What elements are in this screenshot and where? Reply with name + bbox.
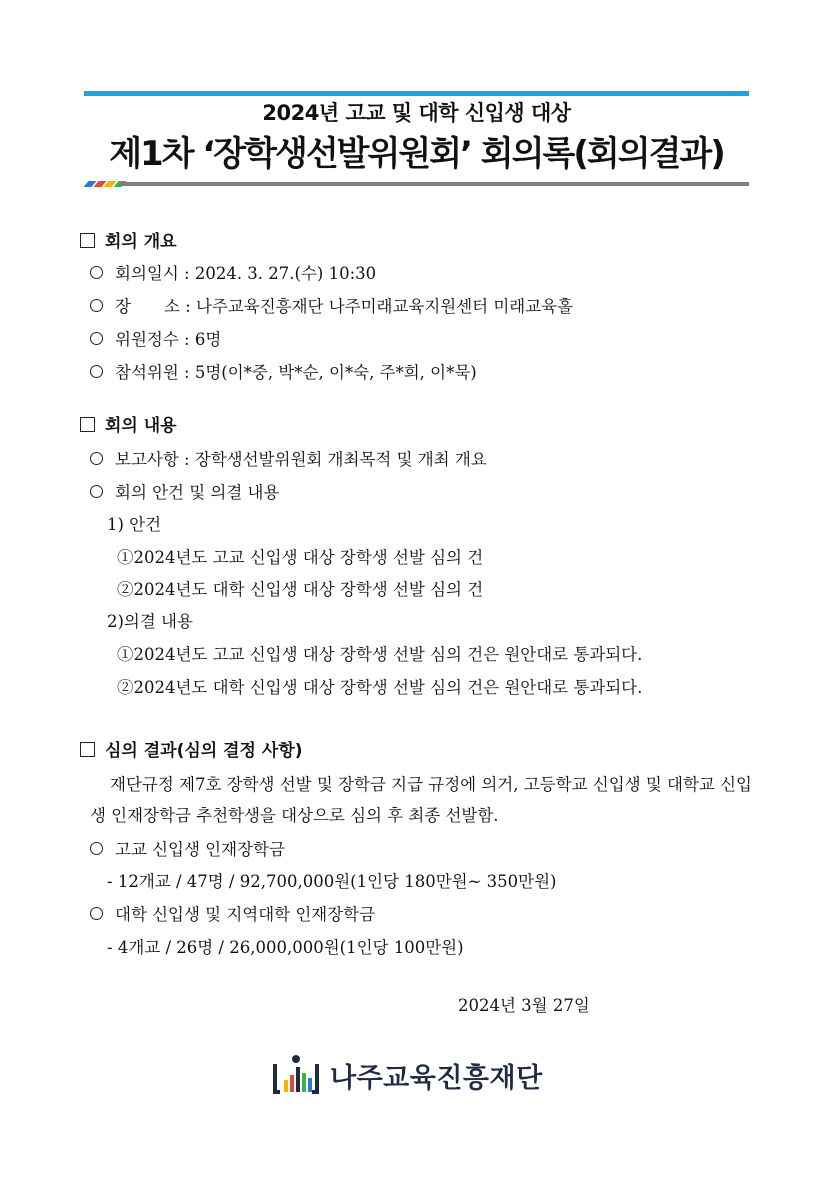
- foundation-logo: [270, 1052, 570, 1098]
- circle-bullet-icon: [90, 907, 103, 920]
- circle-bullet-icon: [90, 365, 103, 378]
- agenda-title: 회의 안건 및 의결 내용: [90, 481, 279, 505]
- resolution-item: ①2024년도 고교 신입생 대상 장학생 선발 심의 건은 원안대로 통과되다.: [117, 645, 643, 664]
- foundation-logo-text: 나주교육진흥재단: [330, 1063, 543, 1094]
- resolution-item: ②2024년도 대학 신입생 대상 장학생 선발 심의 건은 원안대로 통과되다.: [117, 678, 643, 697]
- section-result-heading: 심의 결과(심의 결정 사항): [80, 739, 303, 763]
- agenda-item: ②2024년도 대학 신입생 대상 장학생 선발 심의 건: [117, 580, 484, 599]
- foundation-logo-icon: [272, 1054, 320, 1096]
- checkbox-square-icon: [80, 417, 95, 432]
- circle-bullet-icon: [90, 332, 103, 345]
- circle-bullet-icon: [90, 452, 103, 465]
- checkbox-square-icon: [80, 742, 95, 757]
- report-item: 보고사항 : 장학생선발위원회 개최목적 및 개최 개요: [90, 448, 487, 472]
- overview-item-place: 장 소 : 나주교육진흥재단 나주미래교육지원센터 미래교육홀: [90, 295, 573, 319]
- univ-scholarship-title: 대학 신입생 및 지역대학 인재장학금: [90, 903, 375, 927]
- result-paragraph: 재단규정 제7호 장학생 선발 및 장학금 지급 규정에 의거, 고등학교 신입생 및 대학교 신입생 인재장학금 추천학생을 대상으로 심의 후 최종 선발함.: [90, 775, 752, 825]
- circle-bullet-icon: [90, 842, 103, 855]
- overview-item-quota: 위원정수 : 6명: [90, 328, 221, 352]
- checkbox-square-icon: [80, 233, 95, 248]
- header-bottom-stripe: [84, 181, 749, 187]
- resolution-label: 2)의결 내용: [107, 612, 193, 631]
- hs-scholarship-detail: - 12개교 / 47명 / 92,700,000원(1인당 180만원~ 350만원): [107, 872, 557, 891]
- circle-bullet-icon: [90, 485, 103, 498]
- agenda-item: ①2024년도 고교 신입생 대상 장학생 선발 심의 건: [117, 548, 484, 567]
- section-overview-heading: 회의 개요: [80, 230, 177, 254]
- circle-bullet-icon: [90, 266, 103, 279]
- header-top-bar: [84, 91, 749, 96]
- title-line-1: 2024년 고교 및 대학 신입생 대상: [262, 101, 571, 125]
- section-content-heading: 회의 내용: [80, 414, 177, 438]
- hs-scholarship-title: 고교 신입생 인재장학금: [90, 838, 285, 862]
- document-date: 2024년 3월 27일: [458, 996, 590, 1015]
- univ-scholarship-detail: - 4개교 / 26명 / 26,000,000원(1인당 100만원): [107, 938, 464, 957]
- circle-bullet-icon: [90, 299, 103, 312]
- agenda-label: 1) 안건: [107, 515, 162, 534]
- overview-item-date: 회의일시 : 2024. 3. 27.(수) 10:30: [90, 262, 376, 286]
- overview-item-attendees: 참석위원 : 5명(이*중, 박*순, 이*숙, 주*희, 이*묵): [90, 361, 477, 385]
- title-line-2: 제1차 ‘장학생선발위원회’ 회의록(회의결과): [109, 134, 724, 174]
